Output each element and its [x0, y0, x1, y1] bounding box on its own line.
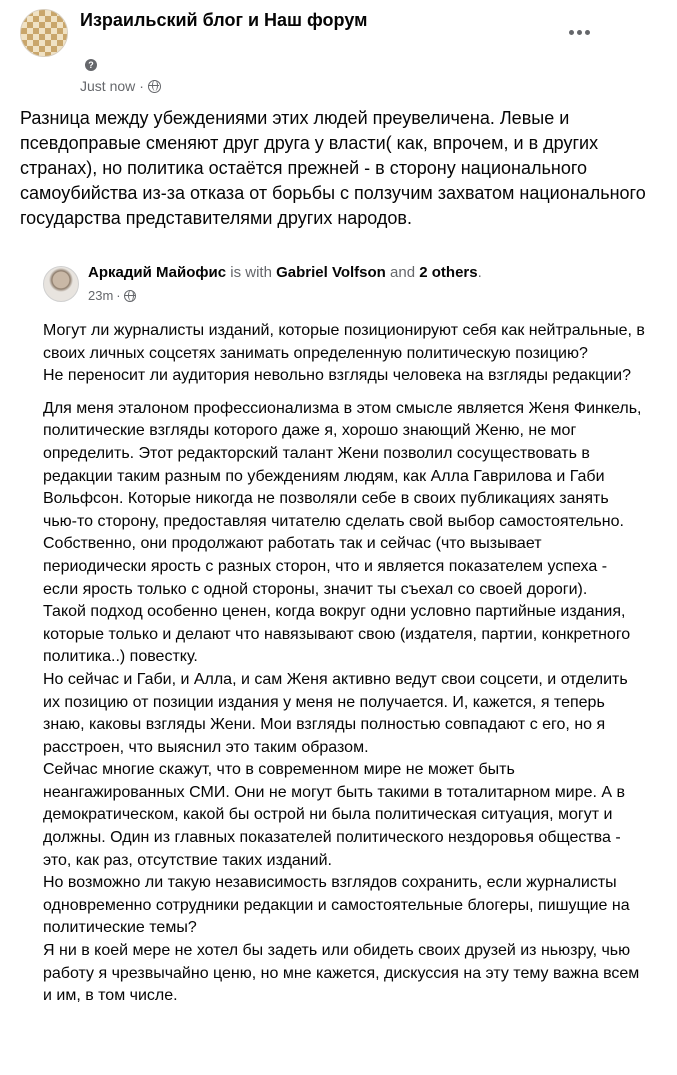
shared-author-avatar[interactable] — [43, 266, 79, 302]
meta-separator: · — [139, 78, 144, 94]
group-name-link[interactable]: Израильский блог и Наш форум — [80, 10, 368, 30]
globe-icon[interactable] — [124, 290, 136, 302]
meta-separator: · — [116, 288, 121, 303]
and-text: and — [390, 264, 416, 281]
shared-paragraph: Такой подход особенно ценен, когда вокруг одни условно партийные издания, которые только и делают что навязывают свою (издателя, партии, конкретного политика..) повестку. — [43, 603, 631, 666]
shared-post-header — [88, 264, 482, 281]
shared-time-link[interactable]: 23m — [88, 288, 114, 303]
others-link[interactable]: 2 others — [419, 264, 478, 281]
shared-post-meta — [88, 288, 136, 303]
header-period: . — [477, 264, 482, 281]
group-avatar[interactable] — [20, 9, 68, 57]
with-text: is with — [230, 264, 272, 281]
more-options-button[interactable] — [561, 22, 597, 42]
post-time-link[interactable]: Just now — [80, 78, 136, 94]
dot-icon — [569, 30, 574, 35]
shared-paragraph: Но возможно ли такую независимость взглядов сохранить, если журналисты одновременно сотрудники редакции и самостоятельные блогеры, пишущие на политические темы? — [43, 874, 630, 937]
tagged-person-link[interactable]: Gabriel Volfson — [276, 264, 386, 281]
globe-icon[interactable] — [148, 80, 161, 93]
shared-author-link[interactable]: Аркадий Майофис — [88, 264, 227, 281]
shared-paragraph: Могут ли журналисты изданий, которые позиционируют себя как нейтральные, в своих личных соцсетях занимать определенную политическую позицию? — [43, 322, 645, 362]
post-text: Разница между убеждениями этих людей преувеличена. Левые и псевдоправые сменяют друг друга у власти( как, впрочем, и в других странах), но политика остаётся прежней - в сторону национального самоубийства из-за отказа от борьбы с ползучим захватом национального государства представителями других народов. — [20, 108, 646, 228]
shared-paragraph: Но сейчас и Габи, и Алла, и сам Женя активно ведут свои соцсети, и отделить их позицию от позиции издания у меня не получается. И, кажется, я теперь знаю, каковы взгляды Жени. Мои взгляды полностью совпадают с его, но я расстроен, что выяснил это таким образом. — [43, 670, 628, 756]
dot-icon — [577, 30, 582, 35]
dot-icon — [585, 30, 590, 35]
shared-post-body — [43, 320, 645, 1008]
shared-paragraph: Для меня эталоном профессионализма в этом смысле является Женя Финкель, политические взгляды которого даже я, хорошо знающий Женю, не мог определить. Этот редакторский талант Жени позволил сосуществовать в редакции таким разным по убеждениям людям, как Алла Гаврилова и Габи Вольфсон. Которые никогда не позволяли себе в своих публикациях занять чью-то сторону, предоставляя читателю сделать свой выбор самостоятельно. Собственно, они продолжают работать так и сейчас (что вызывает периодически ярость с разных сторон, что и является показателем успеха - если ярость только с одной стороны, значит ты съехал со своей дороги). — [43, 399, 642, 598]
help-icon[interactable]: ? — [85, 59, 97, 71]
post-meta — [80, 78, 161, 94]
shared-paragraph: Не переносит ли аудитория невольно взгляды человека на взгляды редакции? — [43, 367, 631, 385]
shared-paragraph: Я ни в коей мере не хотел бы задеть или обидеть своих друзей из ньюзру, чью работу я чрезвычайно ценю, но мне кажется, дискуссия на эту тему важна всем и им, в том числе. — [43, 942, 640, 1005]
shared-paragraph: Сейчас многие скажут, что в современном мире не может быть неангажированных СМИ. Они не могут быть такими в тоталитарном мире. А в демократическом, какой бы острой ни была политическая ситуация, могут и должны. Один из главных показателей политического нездоровья общества - это, как раз, отсутствие таких изданий. — [43, 761, 626, 869]
